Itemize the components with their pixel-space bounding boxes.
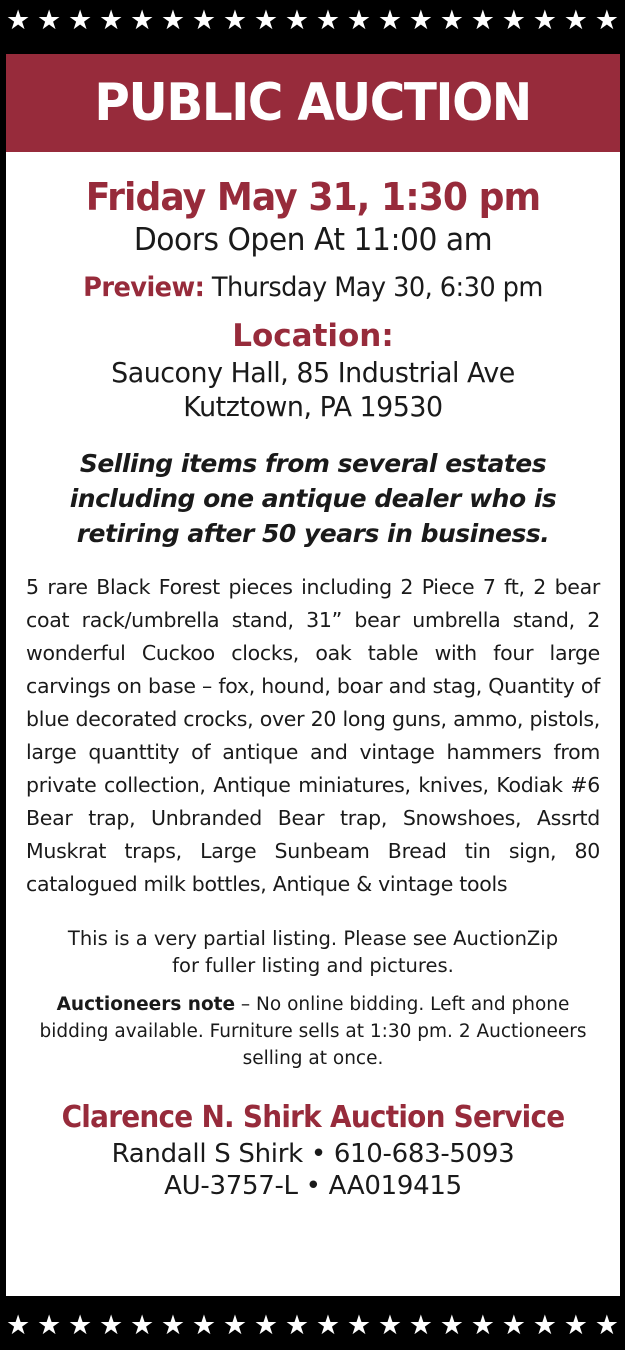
star-icon: ★ bbox=[284, 1309, 310, 1341]
star-icon: ★ bbox=[408, 4, 434, 36]
star-icon: ★ bbox=[36, 4, 62, 36]
star-icon: ★ bbox=[160, 4, 186, 36]
star-icon: ★ bbox=[98, 4, 124, 36]
preview-value: Thursday May 30, 6:30 pm bbox=[204, 272, 543, 303]
auction-date-time: Friday May 31, 1:30 pm bbox=[85, 175, 541, 219]
license-line: AU-3757-L • AA019415 bbox=[164, 1171, 462, 1201]
star-icon: ★ bbox=[191, 1309, 217, 1341]
auctioneer-note bbox=[23, 991, 603, 1072]
auctioneer-note-label: Auctioneers note bbox=[56, 994, 236, 1015]
star-icon: ★ bbox=[253, 1309, 279, 1341]
star-icon: ★ bbox=[532, 1309, 557, 1341]
star-icon: ★ bbox=[6, 1309, 31, 1341]
star-icon: ★ bbox=[253, 4, 279, 36]
star-icon: ★ bbox=[129, 4, 155, 36]
item-listing: 5 rare Black Forest pieces including 2 Piece 7 ft, 2 bear coat rack/umbrella stand, 31” bear umbrella stand, 2 wonderful Cuckoo clocks, oak table with four large carvings on base – fox, hound, boar and stag, Quantity of blue decorated crocks, over 20 long guns, ammo, pistols, large quanttity of antique and vintage hammers from private collection, Antique miniatures, knives, Kodiak #6 Bear trap, Unbranded Bear trap, Snowshoes, Assrtd Muskrat traps, Large Sunbeam Bread tin sign, 80 catalogued milk bottles, Antique & vintage tools bbox=[26, 575, 600, 896]
star-icon: ★ bbox=[594, 1309, 619, 1341]
auctioneer-note-text: – No online bidding. Left and phone bidding available. Furniture sells at 1:30 pm. 2 Auctioneers selling at once. bbox=[39, 994, 587, 1069]
star-icon: ★ bbox=[439, 1309, 464, 1341]
preview-line bbox=[21, 270, 604, 306]
star-icon: ★ bbox=[377, 1309, 403, 1341]
star-icon: ★ bbox=[315, 1309, 341, 1341]
star-icon: ★ bbox=[36, 1309, 62, 1341]
bottom-star-border bbox=[0, 1300, 625, 1350]
star-icon: ★ bbox=[408, 1309, 434, 1341]
estate-tagline: Selling items from several estates including one antique dealer who is retiring after 50 years in business. bbox=[69, 449, 557, 548]
star-icon: ★ bbox=[377, 4, 403, 36]
star-icon: ★ bbox=[6, 4, 31, 36]
star-icon: ★ bbox=[160, 1309, 186, 1341]
auction-ad-panel bbox=[6, 54, 620, 1296]
star-icon: ★ bbox=[501, 1309, 526, 1341]
address-line-1: Saucony Hall, 85 Industrial Ave bbox=[111, 356, 515, 389]
star-icon: ★ bbox=[67, 4, 93, 36]
doors-open-time: Doors Open At 11:00 am bbox=[133, 222, 493, 258]
star-icon: ★ bbox=[191, 4, 217, 36]
preview-label: Preview: bbox=[83, 272, 205, 303]
star-icon: ★ bbox=[222, 4, 248, 36]
auction-service-name: Clarence N. Shirk Auction Service bbox=[61, 1100, 565, 1135]
address-line-2: Kutztown, PA 19530 bbox=[183, 390, 443, 423]
page-title: PUBLIC AUCTION bbox=[94, 73, 532, 133]
star-icon: ★ bbox=[67, 1309, 93, 1341]
star-icon: ★ bbox=[315, 4, 341, 36]
star-icon: ★ bbox=[284, 4, 310, 36]
star-icon: ★ bbox=[346, 1309, 372, 1341]
star-icon: ★ bbox=[532, 4, 557, 36]
star-icon: ★ bbox=[501, 4, 526, 36]
star-icon: ★ bbox=[594, 4, 619, 36]
star-icon: ★ bbox=[129, 1309, 155, 1341]
ad-content bbox=[6, 174, 620, 1202]
location-label: Location: bbox=[232, 318, 394, 354]
star-icon: ★ bbox=[98, 1309, 124, 1341]
star-icon: ★ bbox=[563, 4, 588, 36]
star-icon: ★ bbox=[346, 4, 372, 36]
partial-listing-note: This is a very partial listing. Please see AuctionZip for fuller listing and pictures. bbox=[67, 927, 559, 977]
star-icon: ★ bbox=[222, 1309, 248, 1341]
star-icon: ★ bbox=[563, 1309, 588, 1341]
top-star-border bbox=[0, 0, 625, 40]
title-banner bbox=[6, 54, 620, 152]
star-icon: ★ bbox=[470, 4, 495, 36]
contact-line: Randall S Shirk • 610-683-5093 bbox=[111, 1139, 515, 1169]
star-icon: ★ bbox=[439, 4, 464, 36]
star-icon: ★ bbox=[470, 1309, 495, 1341]
